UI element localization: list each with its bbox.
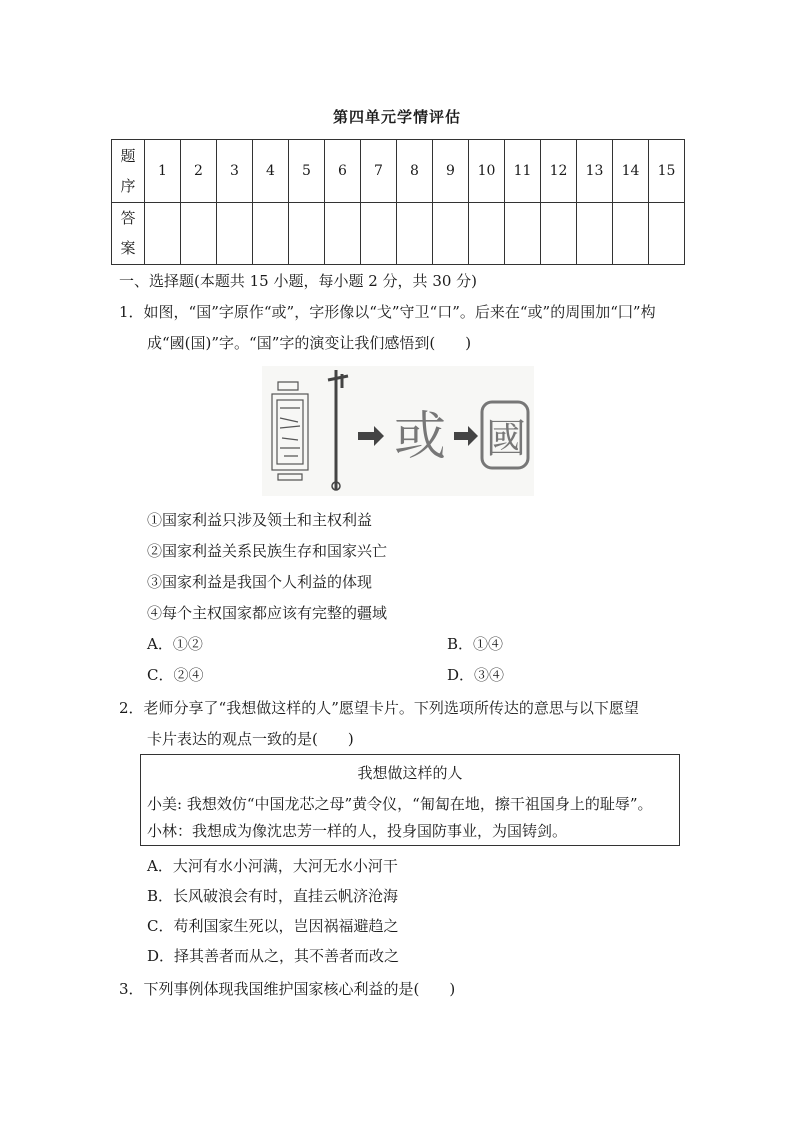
answer-cell[interactable] [505,202,541,265]
q1-stem-line1: 1．如图，“国”字原作“或”，字形像以“戈”守卫“口”。后来在“或”的周围加“囗”构 [119,303,656,321]
q2-option-b[interactable]: B．长风破浪会有时，直挂云帆济沧海 [147,887,399,905]
q1-statement-4: ④每个主权国家都应该有完整的疆域 [147,604,388,622]
section-heading: 一、选择题(本题共 15 小题，每小题 2 分，共 30 分) [119,272,478,290]
answer-cell[interactable] [181,202,217,265]
question-number-cell: 15 [649,140,685,203]
question-number-cell: 5 [289,140,325,203]
question-number-cell: 1 [145,140,181,203]
answer-cell[interactable] [145,202,181,265]
q1-option-b[interactable]: B．①④ [447,635,504,653]
answer-cell[interactable] [433,202,469,265]
q1-option-a[interactable]: A．①② [147,635,203,653]
guo-character: 國 [486,416,526,462]
question-number-cell: 8 [397,140,433,203]
q3-stem-line1: 3．下列事例体现我国维护国家核心利益的是( ) [119,980,456,998]
answer-cell[interactable] [577,202,613,265]
wish-card-line-1: 小美: 我想效仿“中国龙芯之母”黄令仪，“匍匐在地，擦干祖国身上的耻辱”。 [147,795,653,813]
q1-statement-3: ③国家利益是我国个人利益的体现 [147,573,373,591]
answer-cell[interactable] [325,202,361,265]
question-number-cell: 11 [505,140,541,203]
q1-stem-line2: 成“國(国)”字。“国”字的演变让我们感悟到( ) [147,334,472,352]
answer-table [111,139,685,265]
question-number-cell: 13 [577,140,613,203]
huo-character: 或 [394,407,447,467]
answer-row [112,202,685,265]
wish-card-line-2: 小林：我想成为像沈忠芳一样的人，投身国防事业，为国铸剑。 [147,822,568,840]
question-number-cell: 6 [325,140,361,203]
row-header-question-number [112,140,145,203]
question-number-cell: 14 [613,140,649,203]
header-char: 答 [120,209,136,228]
question-number-cell: 2 [181,140,217,203]
q2-option-d[interactable]: D．择其善者而从之，其不善者而改之 [147,947,400,965]
wish-card [140,754,680,846]
row-header-answer [112,202,145,265]
answer-cell[interactable] [253,202,289,265]
q1-option-d[interactable]: D．③④ [447,666,505,684]
answer-cell[interactable] [649,202,685,265]
q2-option-a[interactable]: A．大河有水小河满，大河无水小河干 [147,857,398,875]
question-number-cell: 12 [541,140,577,203]
wish-card-title: 我想做这样的人 [357,764,463,782]
answer-cell[interactable] [361,202,397,265]
header-char: 题 [120,146,136,165]
question-number-cell: 10 [469,140,505,203]
answer-cell[interactable] [397,202,433,265]
q2-stem-line2: 卡片表达的观点一致的是( ) [147,730,354,748]
question-number-cell: 9 [433,140,469,203]
q2-option-c[interactable]: C．苟利国家生死以，岂因祸福避趋之 [147,917,399,935]
header-char: 案 [120,239,136,258]
question-number-row [112,140,685,203]
q1-statement-1: ①国家利益只涉及领土和主权利益 [147,511,373,529]
answer-cell[interactable] [217,202,253,265]
q1-option-c[interactable]: C．②④ [147,666,204,684]
answer-cell[interactable] [613,202,649,265]
page-title: 第四单元学情评估 [332,108,461,126]
question-number-cell: 3 [217,140,253,203]
character-evolution-illustration [262,366,534,496]
answer-cell[interactable] [541,202,577,265]
header-char: 序 [120,176,136,195]
question-number-cell: 7 [361,140,397,203]
q2-stem-line1: 2．老师分享了“我想做这样的人”愿望卡片。下列选项所传达的意思与以下愿望 [119,699,639,717]
answer-cell[interactable] [289,202,325,265]
answer-cell[interactable] [469,202,505,265]
question-number-cell: 4 [253,140,289,203]
q1-statement-2: ②国家利益关系民族生存和国家兴亡 [147,542,388,560]
character-evolution-figure [262,366,534,496]
